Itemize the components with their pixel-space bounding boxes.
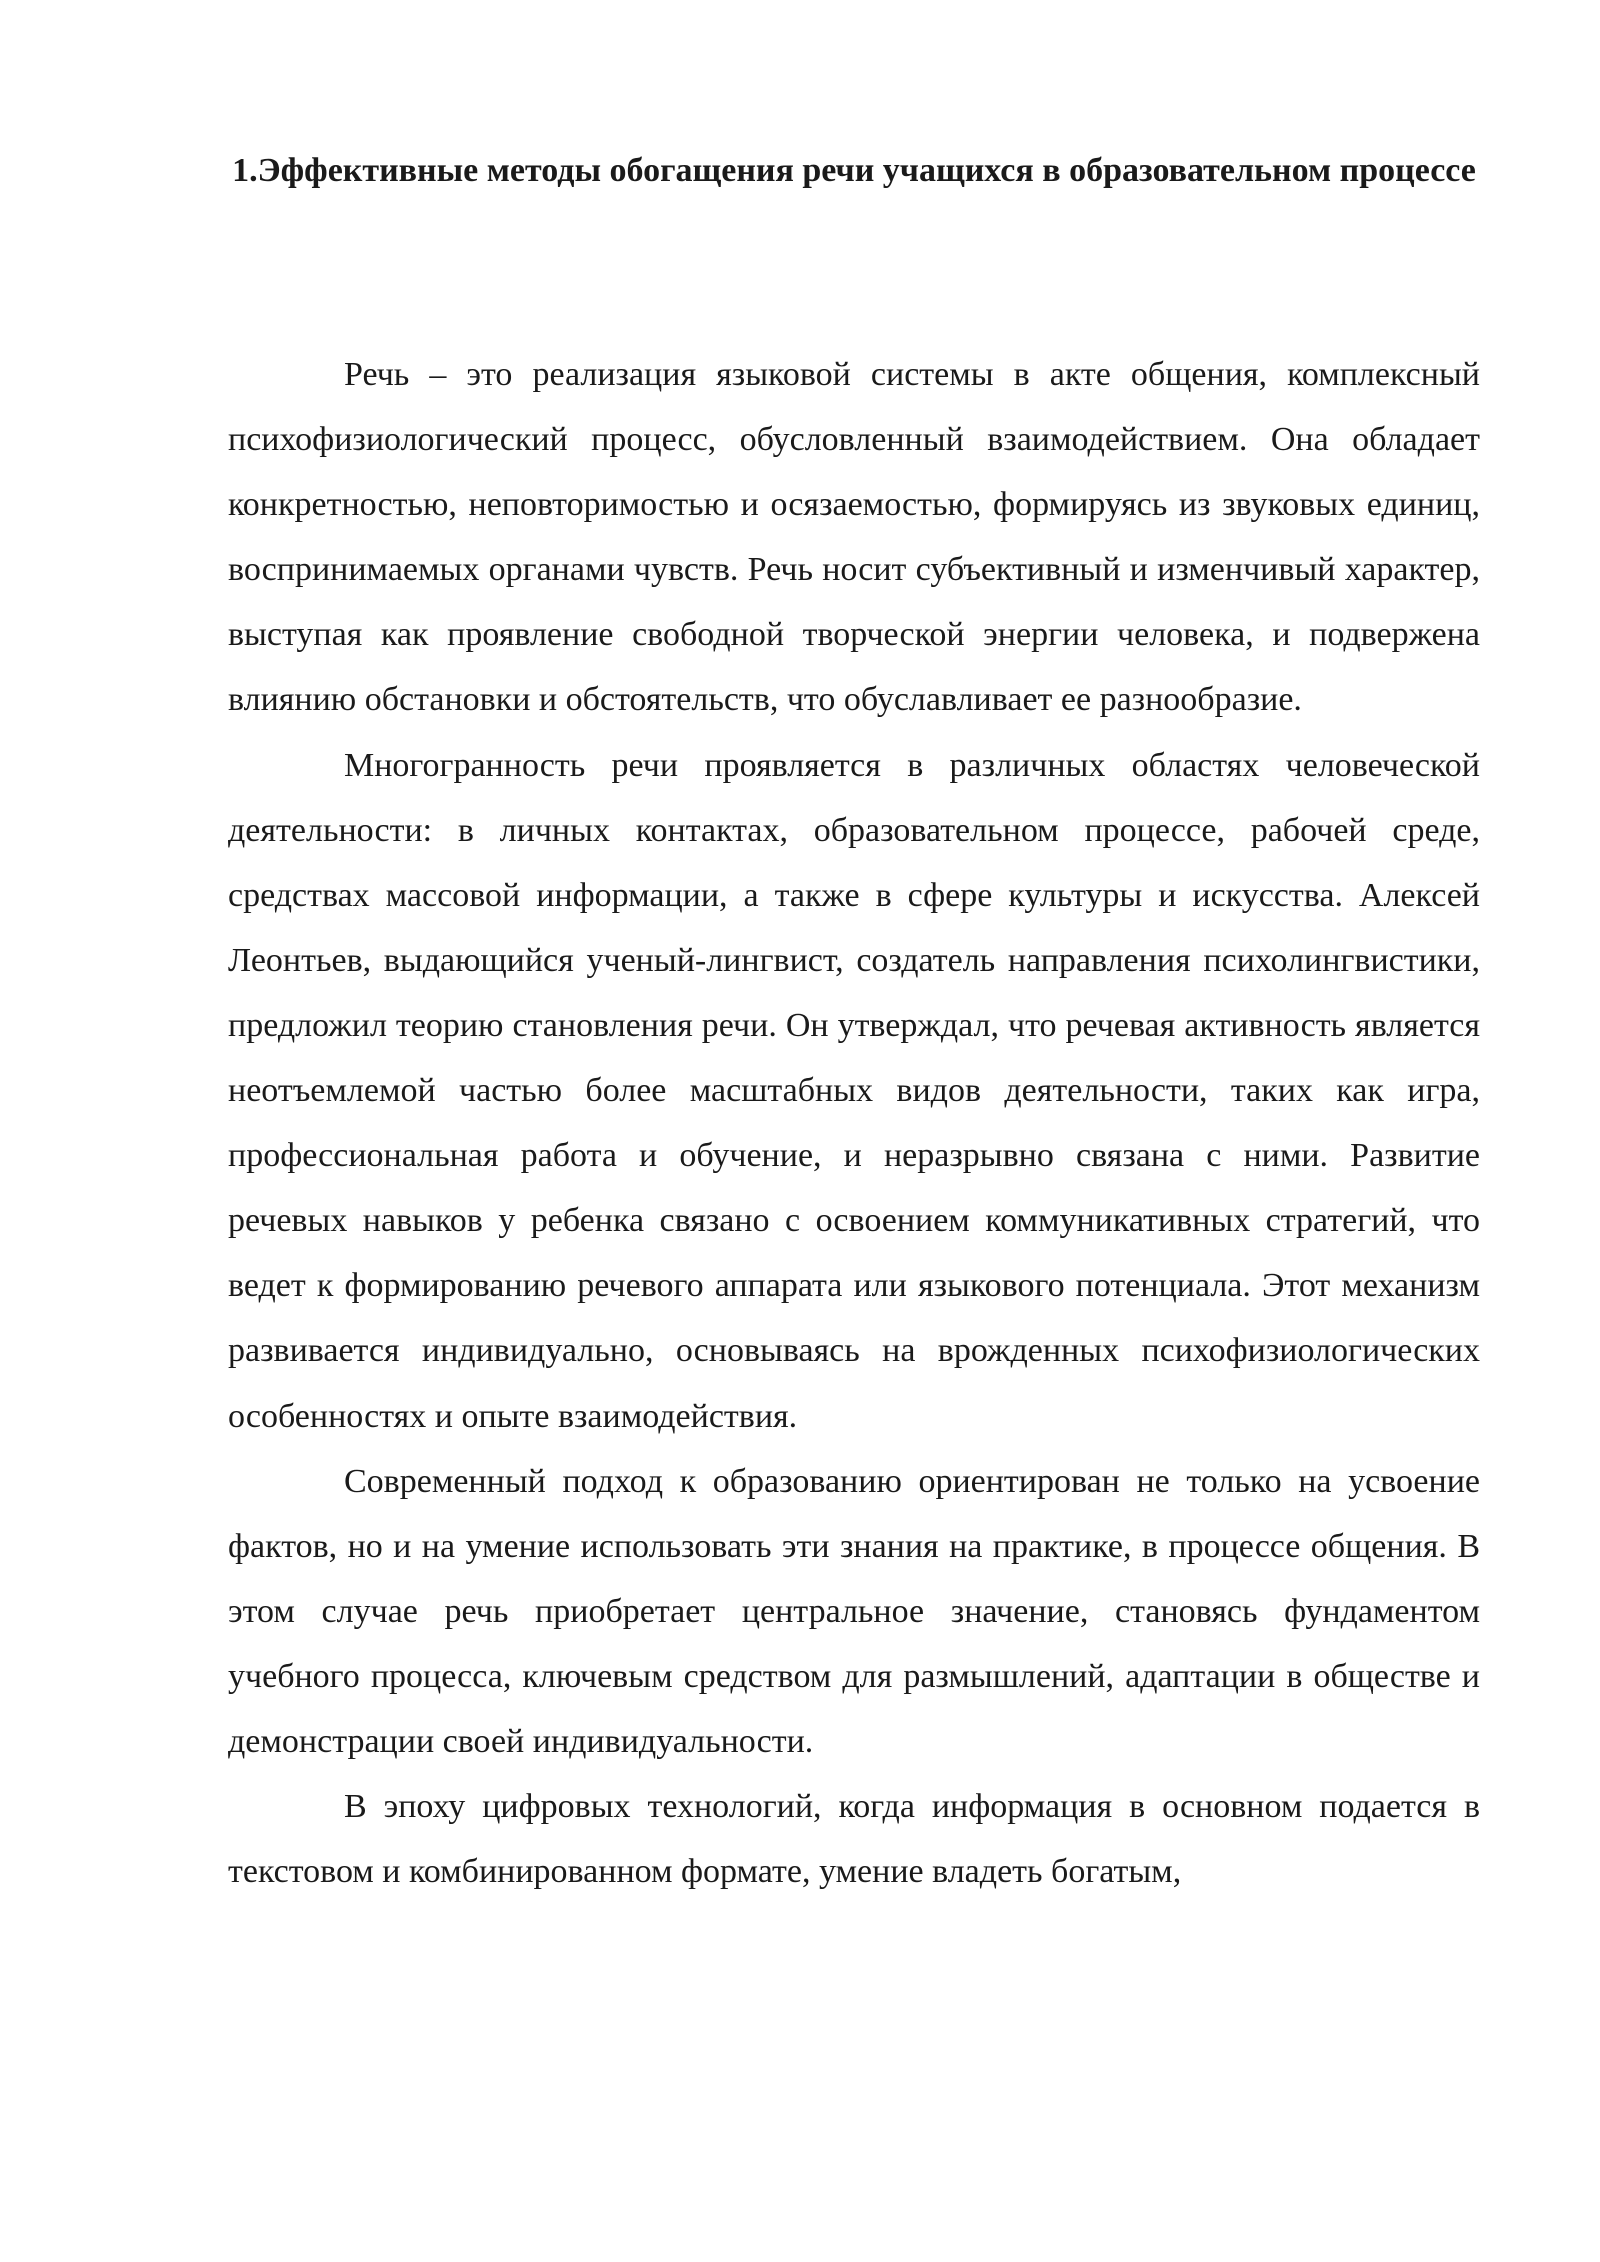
document-body (228, 342, 1480, 1904)
paragraph-4: В эпоху цифровых технологий, когда информация в основном подается в текстовом и комбинированном формате, умение владеть богатым, (228, 1788, 1480, 1891)
paragraph-3: Современный подход к образованию ориентирован не только на усвоение фактов, но и на умение использовать эти знания на практике, в процессе общения. В этом случае речь приобретает центральное значение, становясь фундаментом учебного процесса, ключевым средством для размышлений, адаптации в обществе и демонстрации своей индивидуальности. (228, 1462, 1480, 1760)
document-heading: 1.Эффективные методы обогащения речи учащихся в образовательном процессе (232, 152, 1476, 189)
paragraph-1: Речь – это реализация языковой системы в акте общения, комплексный психофизиологический процесс, обусловленный взаимодействием. Она обладает конкретностью, неповторимостью и осязаемостью, формируясь из звуковых единиц, воспринимаемых органами чувств. Речь носит субъективный и изменчивый характер, выступая как проявление свободной творческой энергии человека, и подвержена влиянию обстановки и обстоятельств, что обуславливает ее разнообразие. (228, 356, 1480, 719)
paragraph-2: Многогранность речи проявляется в различных областях человеческой деятельности: в личных контактах, образовательном процессе, рабочей среде, средствах массовой информации, а также в сфере культуры и искусства. Алексей Леонтьев, выдающийся ученый-лингвист, создатель направления психолингвистики, предложил теорию становления речи. Он утверждал, что речевая активность является неотъемлемой частью более масштабных видов деятельности, таких как игра, профессиональная работа и обучение, и неразрывно связана с ними. Развитие речевых навыков у ребенка связано с освоением коммуникативных стратегий, что ведет к формированию речевого аппарата или языкового потенциала. Этот механизм развивается индивидуально, основываясь на врожденных психофизиологических особенностях и опыте взаимодействия. (228, 746, 1480, 1435)
